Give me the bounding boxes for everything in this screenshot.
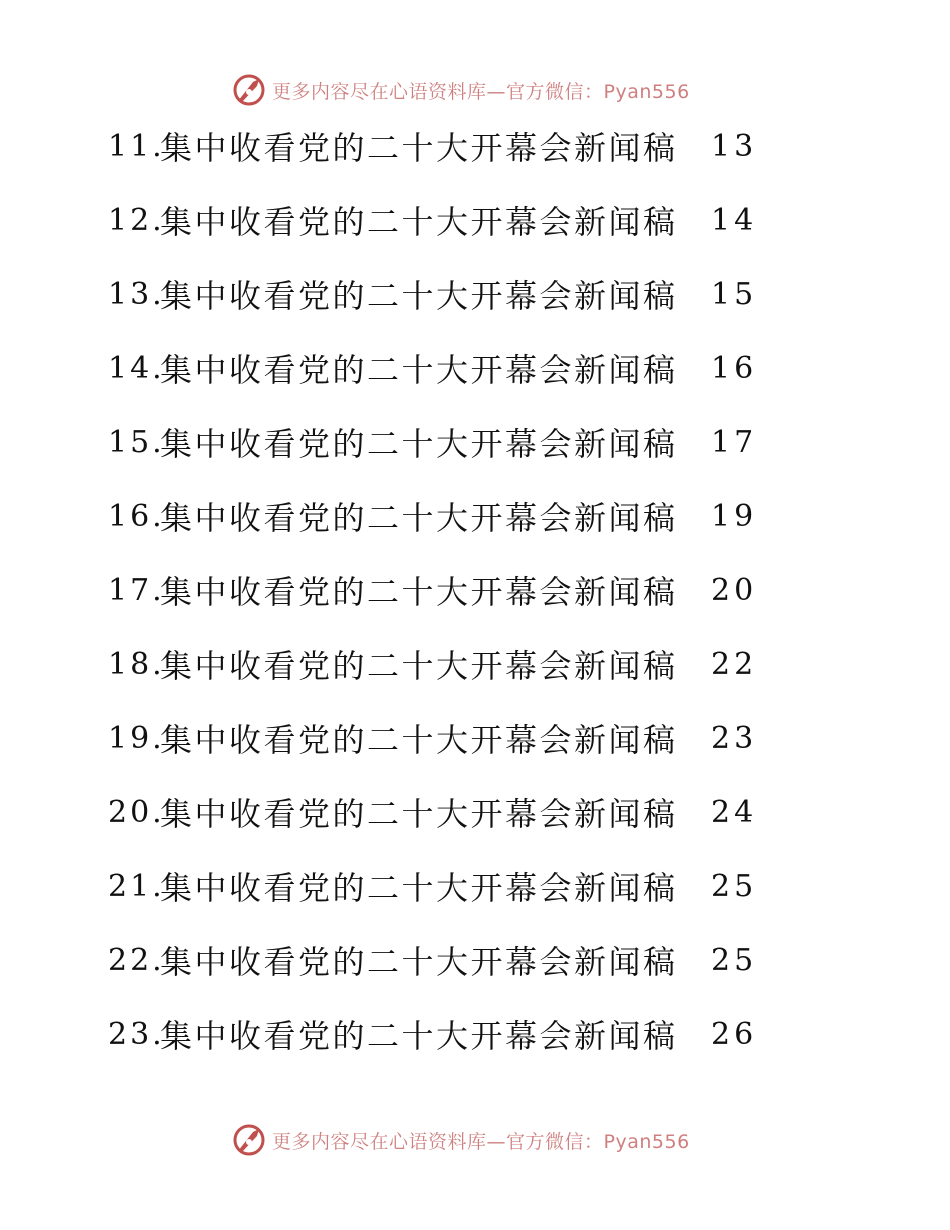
toc-entry: [108, 418, 758, 466]
toc-entry: [108, 196, 758, 244]
toc-entry-page: 17: [711, 424, 758, 460]
toc-entry-number: 23.: [108, 1016, 165, 1052]
toc-entry: [108, 862, 758, 910]
toc-entry-page: 23: [711, 720, 758, 756]
toc-entry-number: 16.: [108, 498, 165, 534]
toc-entry-page: 20: [711, 572, 758, 608]
toc-entry-number: 19.: [108, 720, 165, 756]
toc-entry-title: 集中收看党的二十大开幕会新闻稿: [160, 351, 678, 389]
toc-entry-number: 22.: [108, 942, 165, 978]
toc-entry: [108, 270, 758, 318]
toc-entry-title: 集中收看党的二十大开幕会新闻稿: [160, 1017, 678, 1055]
toc-entry-page: 19: [711, 498, 758, 534]
toc-entry: [108, 788, 758, 836]
toc-entry-title: 集中收看党的二十大开幕会新闻稿: [160, 721, 678, 759]
toc-entry-number: 21.: [108, 868, 165, 904]
toc-entry-title: 集中收看党的二十大开幕会新闻稿: [160, 795, 678, 833]
watermark-text: 更多内容尽在心语资料库—官方微信：Pyan556: [272, 1130, 690, 1153]
toc-entry-title: 集中收看党的二十大开幕会新闻稿: [160, 573, 678, 611]
toc-entry-number: 12.: [108, 202, 165, 238]
toc-entry: [108, 344, 758, 392]
toc-entry-page: 14: [711, 202, 758, 238]
toc-entry: [108, 492, 758, 540]
toc-entry-page: 22: [711, 646, 758, 682]
toc-entry-title: 集中收看党的二十大开幕会新闻稿: [160, 203, 678, 241]
quill-logo-icon: [232, 1123, 266, 1157]
toc-entry-page: 16: [711, 350, 758, 386]
toc-entry-page: 26: [711, 1016, 758, 1052]
toc-entry: [108, 1010, 758, 1058]
toc-entry-title: 集中收看党的二十大开幕会新闻稿: [160, 869, 678, 907]
toc-entry-title: 集中收看党的二十大开幕会新闻稿: [160, 647, 678, 685]
toc-entry-number: 18.: [108, 646, 165, 682]
toc-entry-title: 集中收看党的二十大开幕会新闻稿: [160, 499, 678, 537]
toc-entry-page: 25: [711, 942, 758, 978]
toc-entry-title: 集中收看党的二十大开幕会新闻稿: [160, 943, 678, 981]
toc-entry-number: 11.: [108, 128, 165, 164]
toc-entry: [108, 640, 758, 688]
footer-watermark: [232, 1122, 690, 1158]
toc-entry-number: 17.: [108, 572, 165, 608]
toc-entry-number: 15.: [108, 424, 165, 460]
toc-entry-page: 15: [711, 276, 758, 312]
toc-entry-page: 24: [711, 794, 758, 830]
toc-entry-title: 集中收看党的二十大开幕会新闻稿: [160, 129, 678, 167]
toc-entry-page: 25: [711, 868, 758, 904]
toc-entry-number: 20.: [108, 794, 165, 830]
toc-entry: [108, 566, 758, 614]
toc-entry: [108, 122, 758, 170]
toc-entry-number: 14.: [108, 350, 165, 386]
toc-entry: [108, 936, 758, 984]
toc-entry: [108, 714, 758, 762]
toc-entry-title: 集中收看党的二十大开幕会新闻稿: [160, 425, 678, 463]
toc-entry-title: 集中收看党的二十大开幕会新闻稿: [160, 277, 678, 315]
watermark-text: 更多内容尽在心语资料库—官方微信：Pyan556: [272, 80, 690, 103]
toc-entry-page: 13: [711, 128, 758, 164]
toc-entry-number: 13.: [108, 276, 165, 312]
